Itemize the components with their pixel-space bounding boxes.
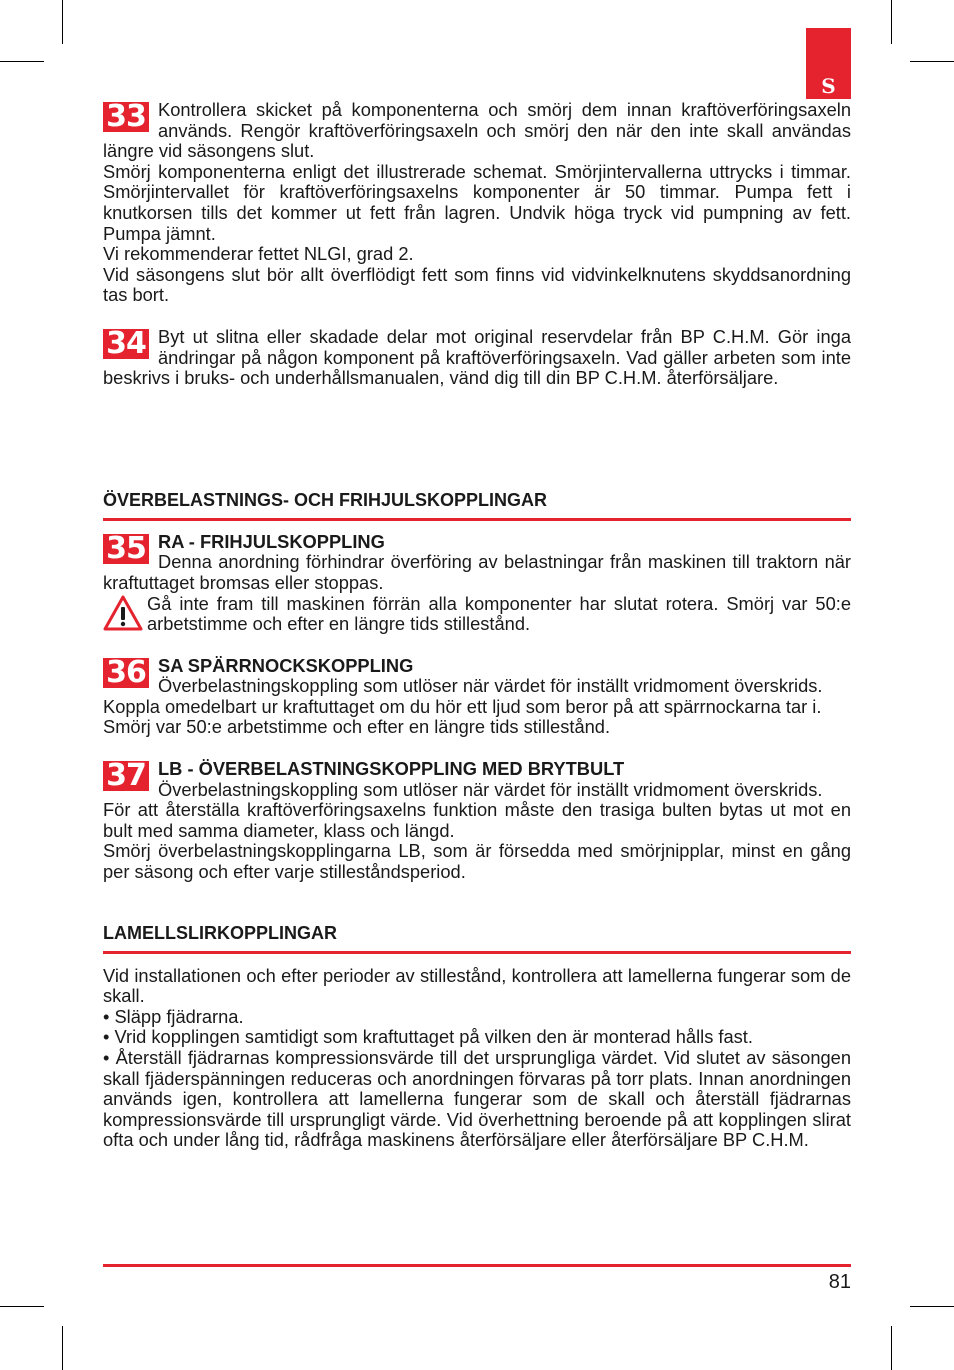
crop-mark (62, 0, 63, 44)
item-number-badge: 33 (103, 102, 149, 132)
page-content (103, 100, 851, 1151)
bullet-item: • Släpp fjädrarna. (103, 1005, 244, 1027)
section-heading: LAMELLSLIRKOPPLINGAR (103, 922, 851, 954)
warning-triangle-icon (103, 595, 143, 631)
warning-note (103, 594, 851, 635)
lamell-section (103, 966, 851, 1151)
paragraph: Överbelastningskoppling som utlöser när värdet för inställt vridmoment överskrids. (158, 675, 823, 697)
warning-text: Gå inte fram till maskinen förrän alla komponenter har slutat rotera. Smörj var 50:e arbetstimme och efter en längre tids stillestånd. (147, 592, 851, 635)
item-34 (103, 327, 851, 389)
item-title: SA SPÄRRNOCKSKOPPLING (158, 654, 414, 676)
paragraph: Denna anordning förhindrar överföring av belastningar från maskinen till traktorn när kraftuttaget bromsas eller stoppas. (103, 551, 851, 593)
paragraph: Vid installationen och efter perioder av stillestånd, kontrollera att lamellerna fungerar som de skall. (103, 964, 851, 1007)
crop-mark (910, 1306, 954, 1307)
paragraph: Smörj var 50:e arbetstimme och efter en längre tids stillestånd. (103, 716, 611, 738)
crop-mark (910, 61, 954, 62)
item-number-badge: 35 (103, 534, 149, 564)
item-37 (103, 759, 851, 883)
crop-mark (891, 1326, 892, 1370)
crop-mark (891, 0, 892, 44)
crop-mark (0, 61, 44, 62)
paragraph: Smörj komponenterna enligt det illustrerade schemat. Smörjintervallerna uttrycks i timmar. Smörjintervallet för kraftöverföringsaxelns komponenter är 50 timmar. Pumpa fett i knutkorsen tills det kommer ut fett från lagren. Undvik höga tryck vid pumpning av fett. Pumpa jämnt. (103, 160, 851, 244)
item-36 (103, 656, 851, 738)
paragraph: Smörj överbelastningskopplingarna LB, som är försedda med smörjnipplar, minst en gång per säsong och efter varje stilleståndsperiod. (103, 840, 851, 883)
paragraph: Vid säsongens slut bör allt överflödigt fett som finns vid vidvinkelknutens skyddsanordning tas bort. (103, 263, 851, 306)
paragraph: Koppla omedelbart ur kraftuttaget om du hör ett ljud som beror på att spärrnockarna tar i. (103, 695, 822, 717)
paragraph: Kontrollera skicket på komponenterna och smörj dem innan kraftöverföringsaxeln används. Rengör kraftöverföringsaxeln och smörj den när den inte skall användas längre vid säsongens slut. (103, 99, 851, 162)
item-35 (103, 532, 851, 635)
item-33 (103, 100, 851, 306)
section-heading: ÖVERBELASTNINGS- OCH FRIHJULSKOPPLINGAR (103, 489, 851, 521)
item-number-badge: 34 (103, 329, 149, 359)
bullet-item: • Återställ fjädrarnas kompressionsvärde till det ursprungliga värdet. Vid slutet av säsongen skall fjäderspänningen reduceras och anordningen förvaras på torr plats. Innan anordningen används igen, kontrollera att lamellerna fungerar som de skall och återställ fjädrarnas kompressionsvärde till ursprungligt värde. Vid överhettning beroende på att kopplingen slirat ofta och under lång tid, rådfråga maskinens återförsäljare eller återförsäljare BP C.H.M. (103, 1047, 851, 1151)
item-title: LB - ÖVERBELASTNINGSKOPPLING MED BRYTBULT (158, 758, 625, 780)
bullet-item: • Vrid kopplingen samtidigt som kraftuttaget på vilken den är monterad hålls fast. (103, 1026, 753, 1048)
paragraph: Överbelastningskoppling som utlöser när värdet för inställt vridmoment överskrids. (158, 778, 823, 800)
language-tab: S (806, 28, 851, 99)
footer-rule (103, 1264, 851, 1267)
paragraph: Byt ut slitna eller skadade delar mot original reservdelar från BP C.H.M. Gör inga ändringar på någon komponent på kraftöverföringsaxeln. Vad gäller arbeten som inte beskrivs i bruks- och underhållsmanualen, vänd dig till din BP C.H.M. återförsäljare. (103, 325, 851, 389)
item-number-badge: 36 (103, 658, 149, 688)
item-number-badge: 37 (103, 761, 149, 791)
crop-mark (62, 1326, 63, 1370)
crop-mark (0, 1306, 44, 1307)
item-title: RA - FRIHJULSKOPPLING (158, 530, 385, 552)
paragraph: Vi rekommenderar fettet NLGI, grad 2. (103, 243, 414, 265)
paragraph: För att återställa kraftöverföringsaxelns funktion måste den trasiga bulten bytas ut mot en bult med samma diameter, klass och längd. (103, 799, 851, 841)
page-number: 81 (828, 1271, 851, 1293)
